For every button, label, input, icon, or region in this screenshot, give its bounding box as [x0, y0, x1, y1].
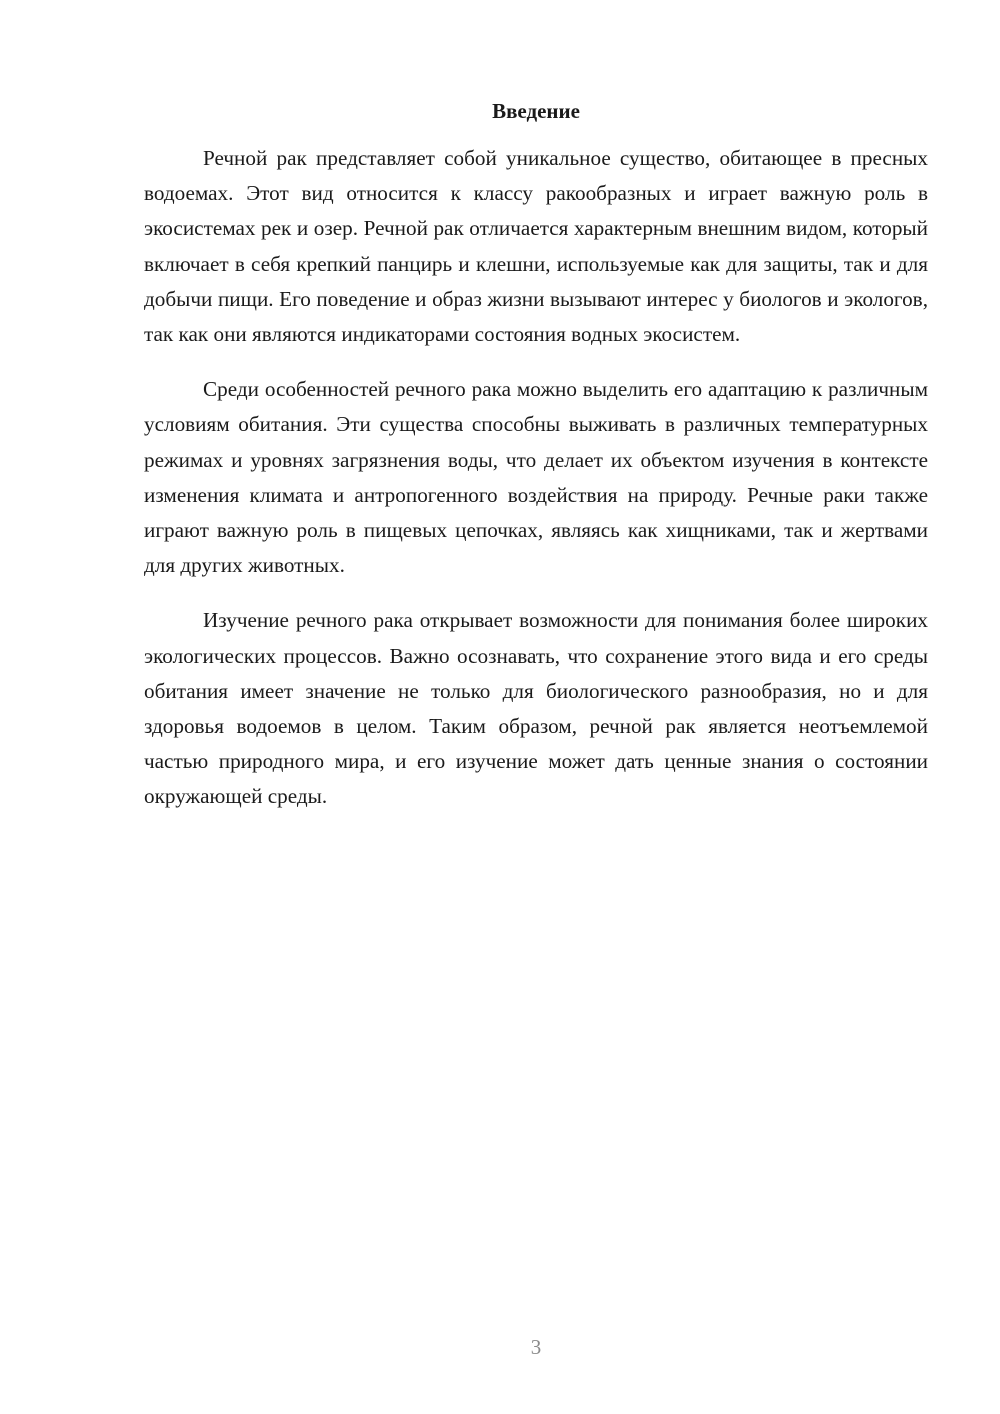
paragraph-1: Речной рак представляет собой уникальное существо, обитающее в пресных водоемах. Этот вид относится к классу ракообразных и играет важную роль в экосистемах рек и озер. Речной рак отличается характерным внешним видом, который включает в себя крепкий панцирь и клешни, используемые как для защиты, так и для добычи пищи. Его поведение и образ жизни вызывают интерес у биологов и экологов, так как они являются индикаторами состояния водных экосистем. — [144, 146, 928, 347]
section-heading: Введение — [492, 99, 580, 123]
paragraph-3: Изучение речного рака открывает возможности для понимания более широких экологических процессов. Важно осознавать, что сохранение этого вида и его среды обитания имеет значение не только для биологического разнообразия, но и для здоровья водоемов в целом. Таким образом, речной рак является неотъемлемой частью природного мира, и его изучение может дать ценные знания о состоянии окружающей среды. — [144, 608, 928, 809]
paragraph-2: Среди особенностей речного рака можно выделить его адаптацию к различным условиям обитания. Эти существа способны выживать в различных температурных режимах и уровнях загрязнения воды, что делает их объектом изучения в контексте изменения климата и антропогенного воздействия на природу. Речные раки также играют важную роль в пищевых цепочках, являясь как хищниками, так и жертвами для других животных. — [144, 377, 928, 578]
page-number: 3 — [530, 1335, 542, 1359]
page-content — [144, 94, 928, 835]
